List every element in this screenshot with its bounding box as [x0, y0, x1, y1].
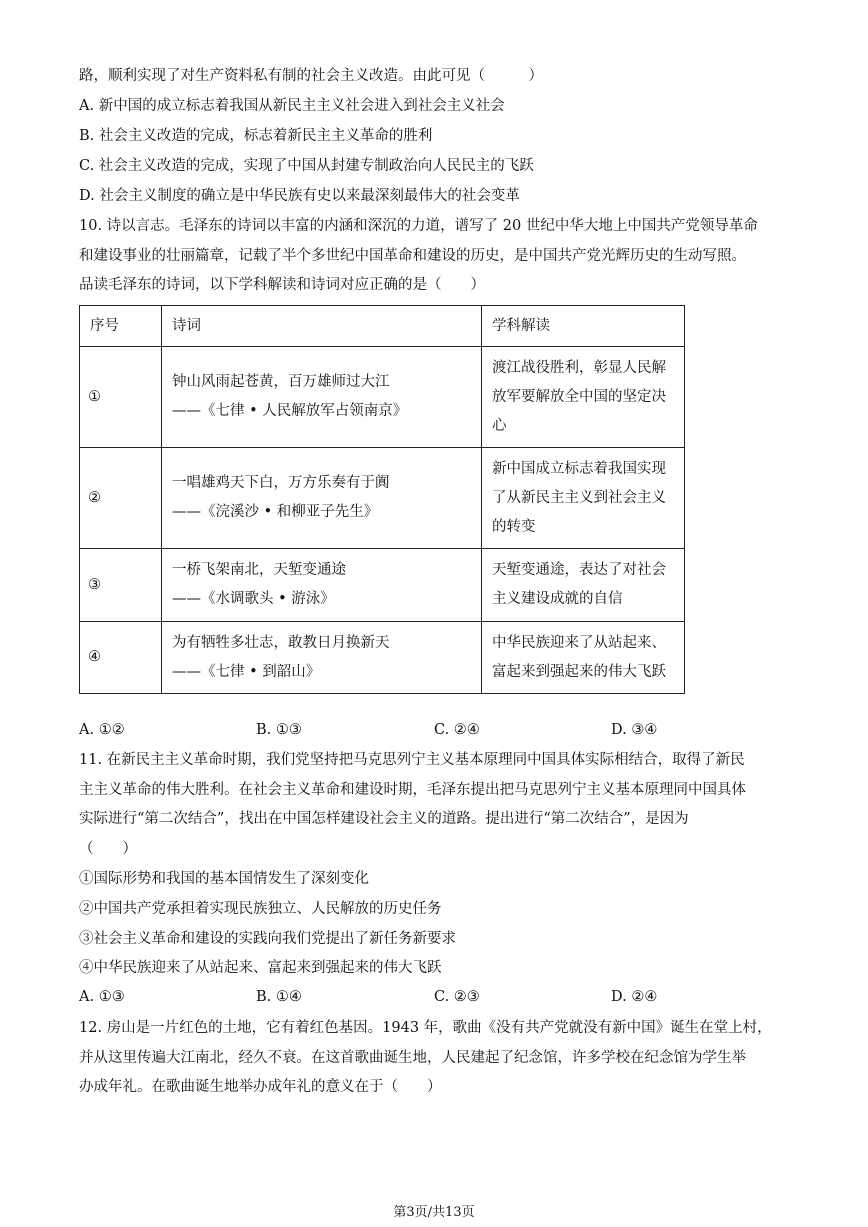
row-poem	[162, 448, 482, 549]
row-interpretation	[482, 549, 685, 622]
q11-statement-2: ②中国共产党承担着实现民族独立、人民解放的历史任务	[79, 901, 442, 917]
row-poem	[162, 622, 482, 694]
q10-stem-line-2: 和建设事业的壮丽篇章，记载了半个多世纪中国革命和建设的历史，是中国共产党光辉历史的生动写照。	[79, 248, 746, 264]
q11-statement-1: ①国际形势和我国的基本国情发生了深刻变化	[79, 871, 369, 887]
q12-stem-line-1: 12. 房山是一片红色的土地，它有着红色基因。1943 年，歌曲《没有共产党就没有新中国》诞生在堂上村，	[79, 1020, 772, 1036]
q10-option-b: B. ①③	[256, 722, 302, 738]
interp-line: 渡江战役胜利，彰显人民解	[492, 359, 666, 376]
q10-option-c: C. ②④	[434, 722, 480, 738]
interp-line: 了从新民主主义到社会主义	[492, 489, 666, 506]
q10-option-a: A. ①②	[79, 722, 125, 738]
poem-source: ——《浣溪沙 • 和柳亚子先生》	[172, 504, 379, 520]
poem-line: 一桥飞架南北，天堑变通途	[172, 562, 346, 578]
table-row	[80, 347, 685, 448]
row-number: ①	[80, 347, 162, 448]
q9-option-c: C. 社会主义改造的完成，实现了中国从封建专制政治向人民民主的飞跃	[79, 158, 534, 174]
header-poem: 诗词	[162, 306, 482, 347]
table-row	[80, 448, 685, 549]
q10-poetry-table	[79, 305, 685, 694]
row-poem	[162, 549, 482, 622]
q9-option-b: B. 社会主义改造的完成，标志着新民主主义革命的胜利	[79, 128, 433, 144]
interp-line: 中华民族迎来了从站起来、	[492, 634, 666, 651]
row-interpretation	[482, 622, 685, 694]
poem-source: ——《七律 • 到韶山》	[172, 663, 321, 680]
row-poem	[162, 347, 482, 448]
poem-line: 一唱雄鸡天下白，万方乐奏有于阗	[172, 475, 390, 491]
row-number: ②	[80, 448, 162, 549]
q11-statement-3: ③社会主义革命和建设的实践向我们党提出了新任务新要求	[79, 931, 456, 947]
poem-line: 钟山风雨起苍黄，百万雄师过大江	[172, 374, 390, 390]
q10-stem-line-1: 10. 诗以言志。毛泽东的诗词以丰富的内涵和深沉的力道，谱写了 20 世纪中华大地上中国共产党领导革命	[79, 218, 758, 234]
table-row	[80, 622, 685, 694]
header-interpretation: 学科解读	[482, 306, 685, 347]
q9-stem-end: 路，顺利实现了对生产资料私有制的社会主义改造。由此可见（ ）	[79, 68, 543, 84]
q10-option-d: D. ③④	[611, 722, 658, 738]
q11-stem-line-3: 实际进行“第二次结合”，找出在中国怎样建设社会主义的道路。提出进行“第二次结合”，是因为	[79, 811, 689, 827]
header-number: 序号	[80, 306, 162, 347]
q10-stem-line-3: 品读毛泽东的诗词，以下学科解读和诗词对应正确的是（ ）	[79, 277, 485, 293]
q11-option-b: B. ①④	[256, 989, 302, 1005]
poem-source: ——《水调歌头 • 游泳》	[172, 591, 335, 607]
q11-stem-line-1: 11. 在新民主主义革命时期，我们党坚持把马克思列宁主义基本原理同中国具体实际相结合，取得了新民	[79, 752, 745, 768]
q11-option-c: C. ②③	[434, 989, 480, 1005]
page-number: 第3页/共13页	[393, 1205, 475, 1220]
q12-stem-line-3: 办成年礼。在歌曲诞生地举办成年礼的意义在于（ ）	[79, 1079, 442, 1095]
row-interpretation	[482, 347, 685, 448]
row-number: ④	[80, 622, 162, 694]
q10-options	[79, 720, 779, 740]
interp-line: 新中国成立标志着我国实现	[492, 460, 666, 477]
interp-line: 心	[492, 417, 507, 434]
q11-stem-line-4: （ ）	[79, 841, 137, 857]
row-number: ③	[80, 549, 162, 622]
q9-option-d: D. 社会主义制度的确立是中华民族有史以来最深刻最伟大的社会变革	[79, 188, 520, 204]
interp-line: 的转变	[492, 518, 536, 535]
poem-source: ——《七律 • 人民解放军占领南京》	[172, 403, 408, 419]
interp-line: 天堑变通途，表达了对社会	[492, 562, 666, 578]
q11-statement-4: ④中华民族迎来了从站起来、富起来到强起来的伟大飞跃	[79, 960, 442, 976]
q11-stem-line-2: 主主义革命的伟大胜利。在社会主义革命和建设时期，毛泽东提出把马克思列宁主义基本原理同中国具体	[79, 782, 746, 798]
table-row	[80, 549, 685, 622]
q11-options	[79, 987, 779, 1007]
row-interpretation	[482, 448, 685, 549]
q11-option-d: D. ②④	[611, 989, 658, 1005]
q12-stem-line-2: 并从这里传遍大江南北，经久不衰。在这首歌曲诞生地，人民建起了纪念馆，许多学校在纪念馆为学生举	[79, 1050, 746, 1066]
interp-line: 主义建设成就的自信	[492, 591, 623, 607]
q11-option-a: A. ①③	[79, 989, 125, 1005]
poem-line: 为有牺牲多壮志，敢教日月换新天	[172, 634, 390, 651]
interp-line: 放军要解放全中国的坚定决	[492, 388, 666, 405]
table-header-row	[80, 306, 685, 347]
q9-option-a: A. 新中国的成立标志着我国从新民主主义社会进入到社会主义社会	[79, 98, 505, 114]
interp-line: 富起来到强起来的伟大飞跃	[492, 663, 666, 680]
